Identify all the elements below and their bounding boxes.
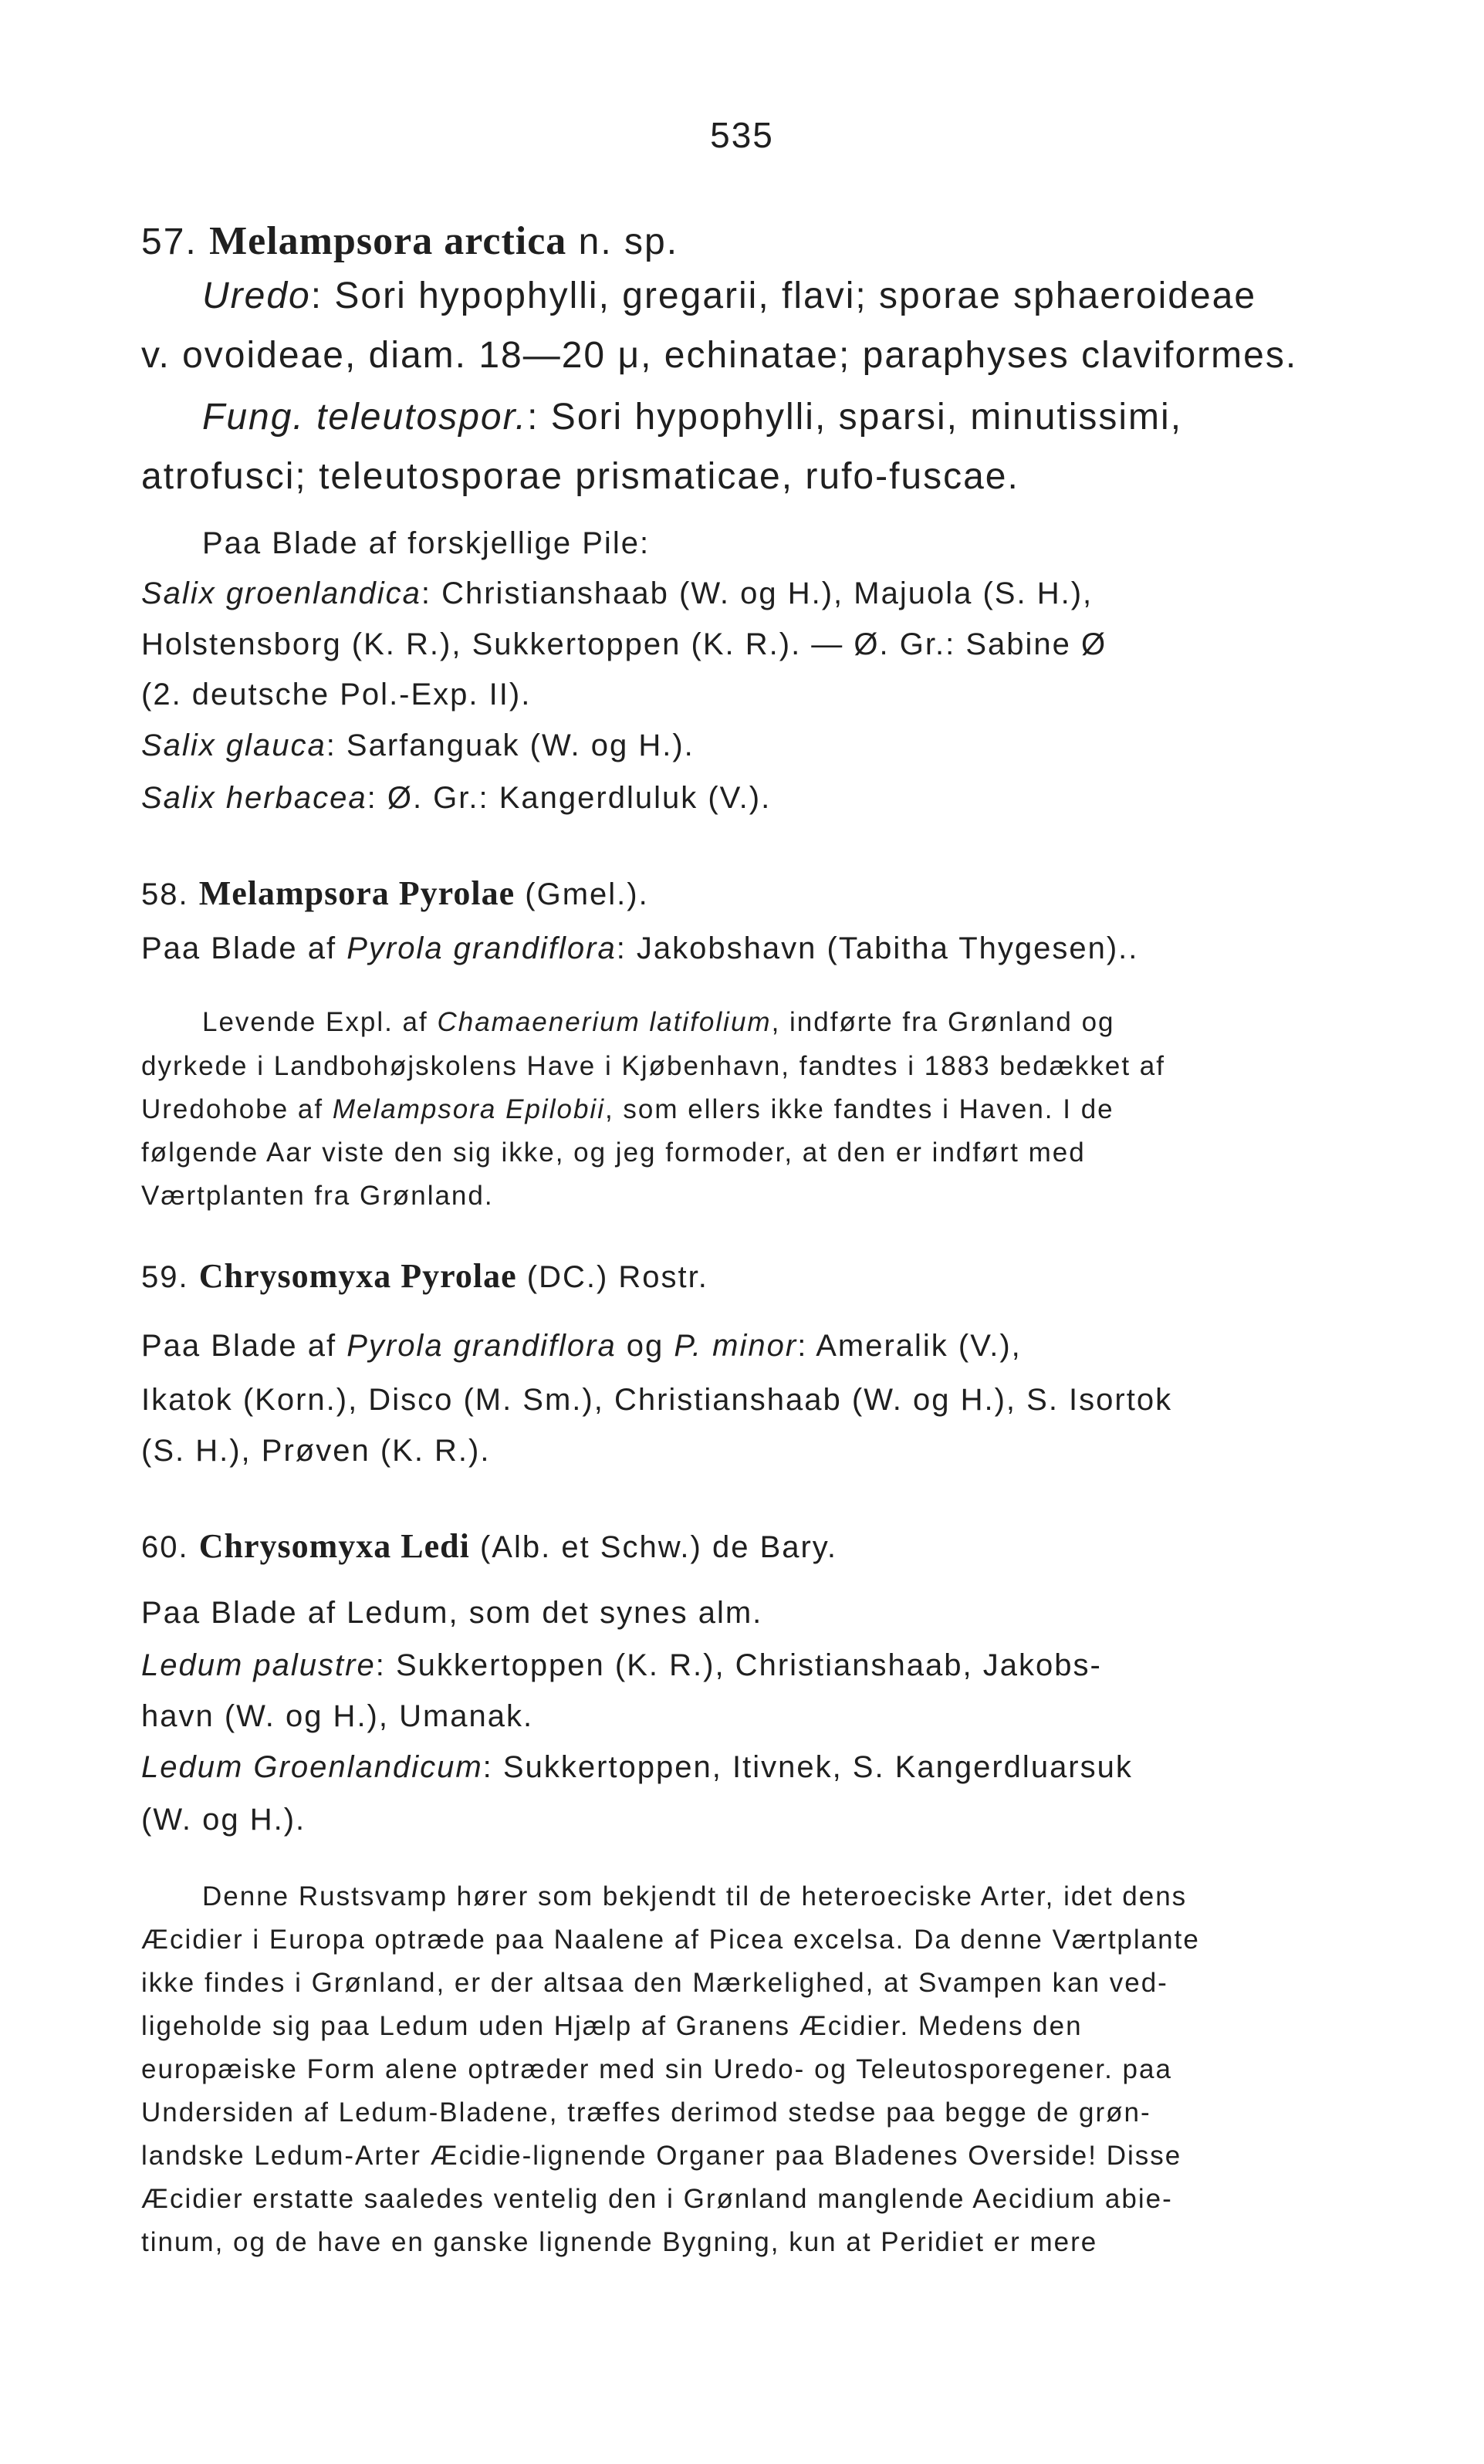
s58-para-4: følgende Aar viste den sig ikke, og jeg formoder, at den er indført med	[141, 1137, 1086, 1168]
para-line: landske Ledum-Arter Æcidie-lignende Organer paa Bladenes Overside! Disse	[141, 2141, 1182, 2171]
salix3-line	[141, 781, 771, 816]
ledum2-text: : Sukkertoppen, Itivnek, S. Kangerdluarsuk	[482, 1750, 1133, 1784]
ledum1-name: Ledum palustre	[141, 1648, 376, 1682]
s58-host-line	[141, 931, 1138, 966]
host-text: Paa Blade af	[141, 931, 347, 965]
text: , som ellers ikke fandtes i Haven. I de	[604, 1094, 1114, 1124]
para-line: Undersiden af Ledum-Bladene, træffes derimod stedse paa begge de grøn-	[141, 2097, 1151, 2128]
ledum2-name: Ledum Groenlandicum	[141, 1750, 483, 1784]
section-60-heading	[141, 1526, 837, 1566]
text: , indførte fra Grønland og	[771, 1007, 1115, 1037]
salix2-name: Salix glauca	[141, 728, 326, 762]
para-line: tinum, og de have en ganske lignende Bygning, kun at Peridiet er mere	[141, 2227, 1098, 2257]
salix2-text: : Sarfanguak (W. og H.).	[326, 728, 695, 762]
section-number: 59.	[141, 1260, 189, 1294]
species-suffix: (Gmel.).	[515, 877, 649, 911]
salix1-name: Salix groenlandica	[141, 576, 421, 610]
s58-para-3	[141, 1094, 1114, 1125]
salix3-text: : Ø. Gr.: Kangerdluluk (V.).	[367, 781, 772, 815]
fung-text: : Sori hypophylli, sparsi, minutissimi,	[527, 397, 1183, 438]
page-number: 535	[710, 115, 774, 155]
text: Paa Blade af	[141, 1329, 347, 1363]
text: Uredohobe af	[141, 1094, 333, 1124]
s60-intro: Paa Blade af Ledum, som det synes alm.	[141, 1596, 763, 1630]
host-locality: : Jakobshavn (Tabitha Thygesen)..	[616, 931, 1139, 965]
species-name: Melampsora arctica	[209, 219, 567, 263]
fung-line-1	[202, 396, 1182, 438]
ledum1-line-2: havn (W. og H.), Umanak.	[141, 1699, 534, 1733]
para-line: Æcidier i Europa optræde paa Naalene af Picea excelsa. Da denne Værtplante	[141, 1925, 1200, 1955]
s59-line-3: (S. H.), Prøven (K. R.).	[141, 1434, 491, 1468]
section-57-heading	[141, 218, 678, 264]
para-line: europæiske Form alene optræder med sin Uredo- og Teleutosporegener. paa	[141, 2054, 1172, 2084]
s59-line-1	[141, 1329, 1022, 1364]
salix1-line-1	[141, 576, 1093, 611]
species-suffix: (Alb. et Schw.) de Bary.	[469, 1530, 837, 1564]
salix1-line-3: (2. deutsche Pol.-Exp. II).	[141, 678, 532, 711]
host-name: P. minor	[674, 1329, 798, 1363]
uredo-line-2: v. ovoideae, diam. 18—20 μ, echinatae; paraphyses claviformes.	[141, 335, 1298, 376]
host-name: Pyrola grandiflora	[346, 1329, 617, 1363]
fung-line-2: atrofusci; teleutosporae prismaticae, rufo-fuscae.	[141, 456, 1019, 497]
section-number: 60.	[141, 1530, 189, 1564]
section-number: 58.	[141, 877, 189, 911]
ledum2-line-2: (W. og H.).	[141, 1803, 306, 1837]
fung-label: Fung. teleutospor.	[202, 397, 528, 438]
salix1-text: : Christianshaab (W. og H.), Majuola (S. H.),	[421, 576, 1094, 610]
uredo-line-1	[202, 275, 1256, 317]
ledum1-text: : Sukkertoppen (K. R.), Christianshaab, Jakobs-	[375, 1648, 1102, 1682]
para-line: ikke findes i Grønland, er der altsaa den Mærkelighed, at Svampen kan ved-	[141, 1968, 1168, 1998]
salix1-line-2: Holstensborg (K. R.), Sukkertoppen (K. R.). — Ø. Gr.: Sabine Ø	[141, 627, 1107, 661]
s58-para-1	[202, 1007, 1115, 1038]
text: og	[616, 1329, 674, 1363]
species-name: Chrysomyxa Ledi	[198, 1527, 470, 1565]
s59-line-2: Ikatok (Korn.), Disco (M. Sm.), Christianshaab (W. og H.), S. Isortok	[141, 1383, 1173, 1417]
s58-para-5: Værtplanten fra Grønland.	[141, 1181, 494, 1211]
para-line: ligeholde sig paa Ledum uden Hjælp af Granens Æcidier. Medens den	[141, 2011, 1083, 2041]
text: Levende Expl. af	[202, 1007, 438, 1037]
section-59-heading	[141, 1256, 708, 1296]
text: : Ameralik (V.),	[797, 1329, 1022, 1363]
section-number: 57.	[141, 221, 198, 262]
species-suffix: (DC.) Rostr.	[516, 1260, 708, 1294]
s58-para-2: dyrkede i Landbohøjskolens Have i Kjøbenhavn, fandtes i 1883 bedækket af	[141, 1051, 1165, 1081]
uredo-text: : Sori hypophylli, gregarii, flavi; sporae sphaeroideae	[310, 275, 1257, 316]
salix2-line	[141, 728, 695, 763]
para-line: Denne Rustsvamp hører som bekjendt til de heteroeciske Arter, idet dens	[202, 1881, 1188, 1911]
plant-name: Chamaenerium latifolium	[437, 1007, 772, 1037]
salix3-name: Salix herbacea	[141, 781, 367, 815]
section-58-heading	[141, 874, 649, 913]
uredo-label: Uredo	[202, 275, 311, 316]
host-intro: Paa Blade af forskjellige Pile:	[202, 526, 651, 560]
species-name: Melampsora Pyrolae	[198, 874, 516, 912]
para-line: Æcidier erstatte saaledes ventelig den i Grønland manglende Aecidium abie-	[141, 2184, 1173, 2214]
ledum1-line-1	[141, 1648, 1102, 1683]
fungus-name: Melampsora Epilobii	[332, 1094, 605, 1124]
host-name: Pyrola grandiflora	[346, 931, 617, 965]
species-suffix: n. sp.	[566, 221, 679, 262]
species-name: Chrysomyxa Pyrolae	[198, 1257, 517, 1295]
ledum2-line-1	[141, 1750, 1133, 1785]
